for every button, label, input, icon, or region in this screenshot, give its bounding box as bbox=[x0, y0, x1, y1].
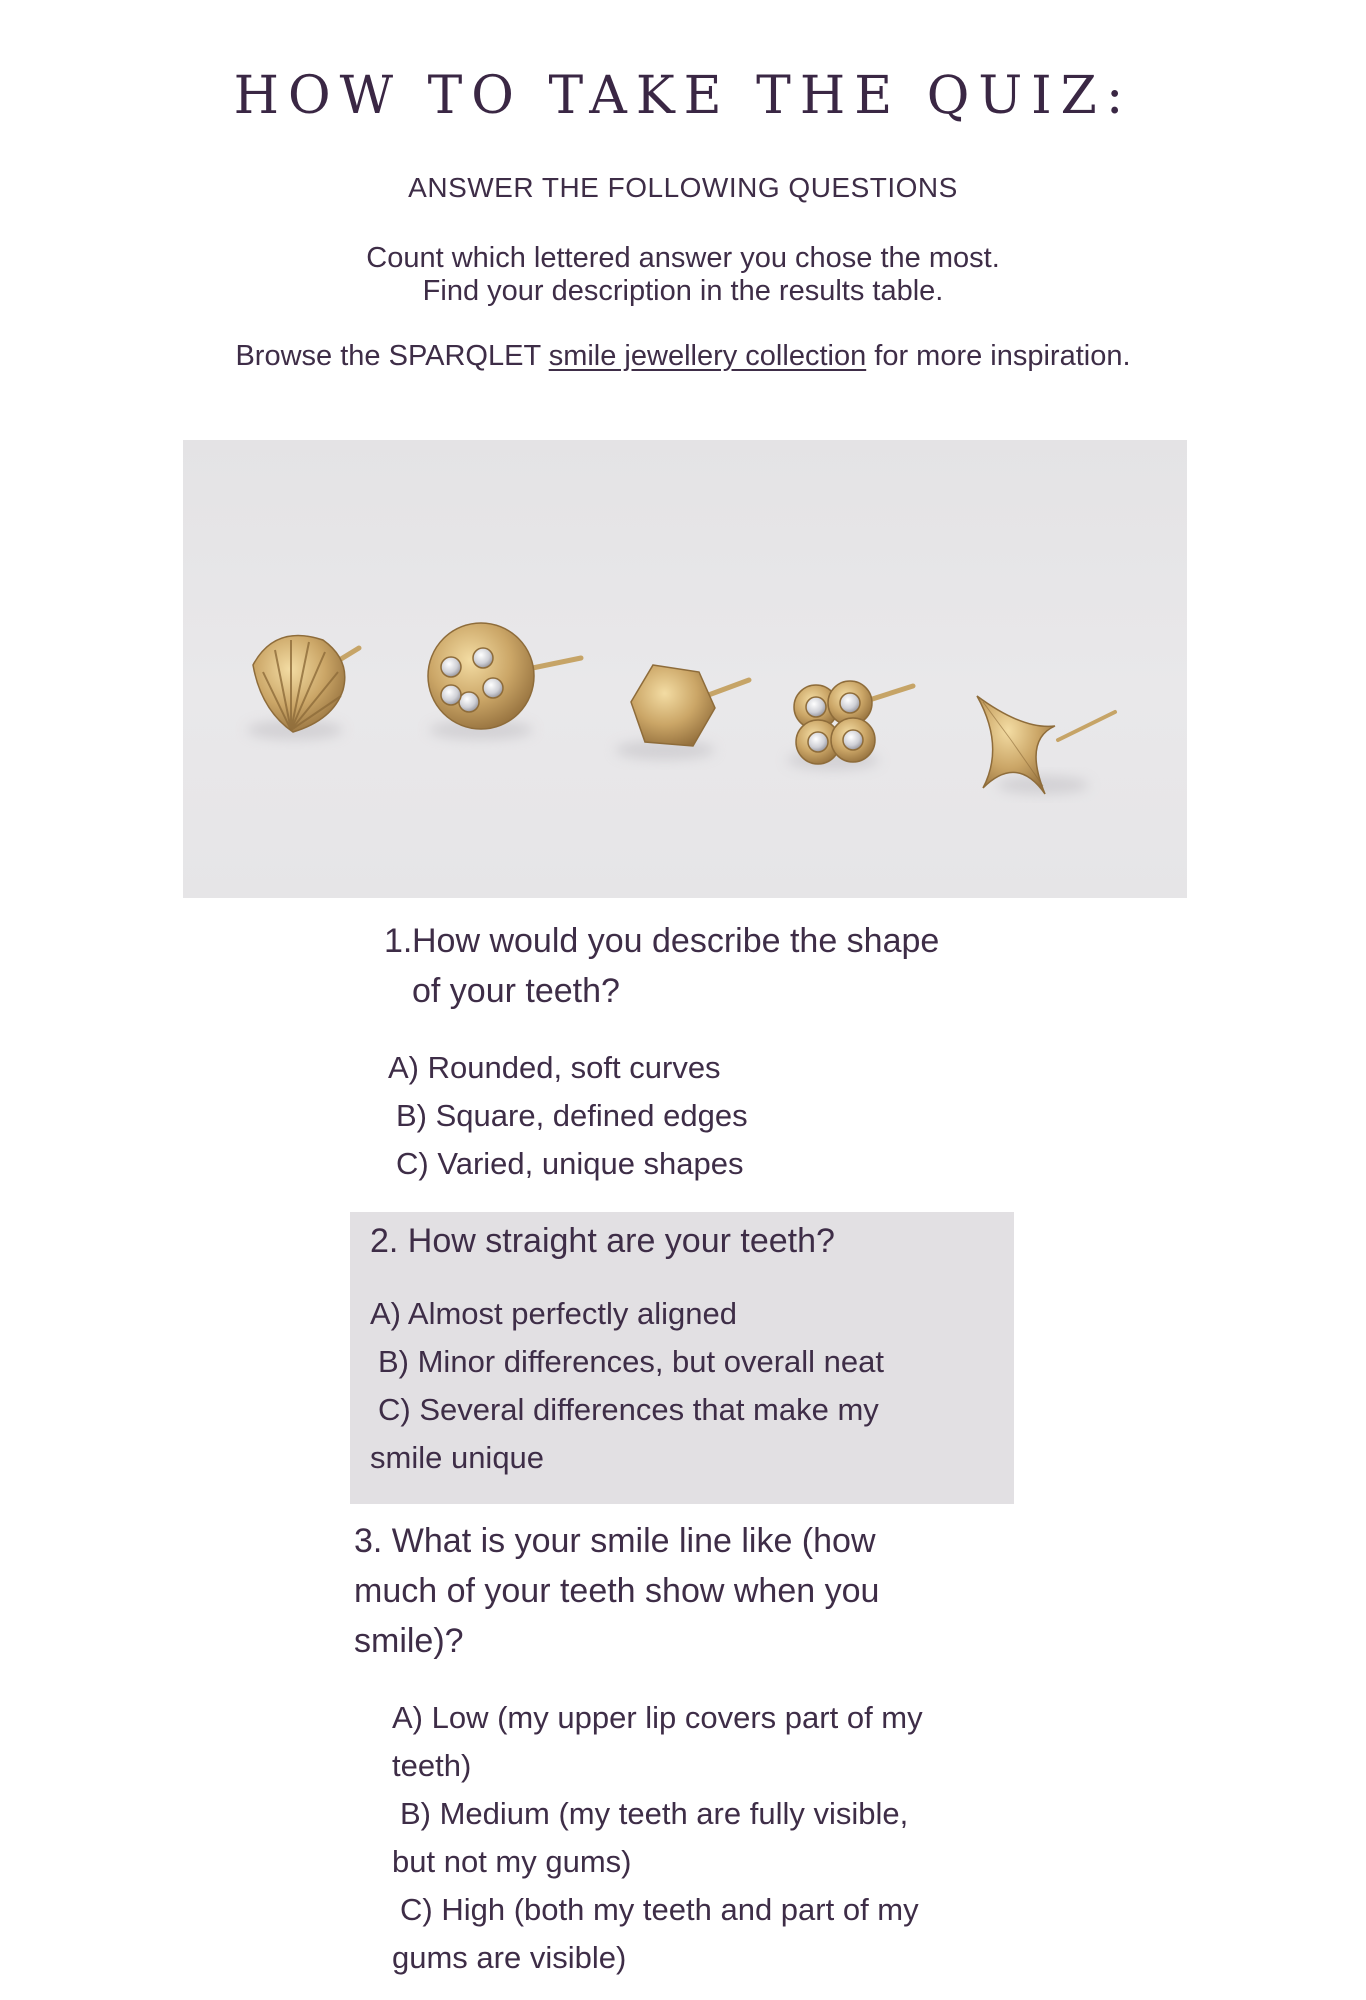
question-3-answer-c-continued: gums are visible) bbox=[392, 1940, 627, 1975]
question-1-answer-a[interactable]: A) Rounded, soft curves bbox=[388, 1050, 721, 1085]
round-gem-earring-icon bbox=[428, 623, 581, 740]
star-earring-icon bbox=[977, 696, 1115, 794]
question-3-text-line-1: 3. What is your smile line like (how bbox=[354, 1522, 876, 1560]
instructions bbox=[0, 242, 1366, 308]
browse-line bbox=[0, 340, 1366, 373]
instruction-line-2: Find your description in the results table. bbox=[422, 275, 944, 307]
question-1-text-line-1: How would you describe the shape bbox=[412, 922, 940, 960]
question-3-answer-a[interactable]: A) Low (my upper lip covers part of my bbox=[392, 1700, 923, 1735]
question-2-answer-c[interactable]: C) Several differences that make my bbox=[378, 1392, 879, 1427]
question-2-answer-a[interactable]: A) Almost perfectly aligned bbox=[370, 1296, 738, 1331]
question-3-answer-b-continued: but not my gums) bbox=[392, 1844, 632, 1879]
subtitle: ANSWER THE FOLLOWING QUESTIONS bbox=[408, 172, 958, 203]
question-3-text-line-3: smile)? bbox=[354, 1622, 464, 1660]
question-1-answer-b[interactable]: B) Square, defined edges bbox=[396, 1098, 748, 1133]
question-3-answer-a-continued: teeth) bbox=[392, 1748, 472, 1783]
question-1-answers bbox=[388, 1044, 1024, 1188]
clover-gem-earring-icon bbox=[787, 681, 913, 770]
question-3-text-line-2: much of your teeth show when you bbox=[354, 1572, 880, 1610]
page-title: HOW TO TAKE THE QUIZ: bbox=[233, 66, 1133, 126]
question-1-answer-c[interactable]: C) Varied, unique shapes bbox=[396, 1146, 744, 1181]
question-3-answer-b[interactable]: B) Medium (my teeth are fully visible, bbox=[400, 1796, 909, 1831]
shell-earring-icon bbox=[247, 636, 359, 740]
instruction-line-1: Count which lettered answer you chose the most. bbox=[366, 242, 1000, 274]
question-2-answers bbox=[370, 1290, 1010, 1482]
question-1-text-line-2: of your teeth? bbox=[412, 972, 620, 1010]
question-3-answer-c[interactable]: C) High (both my teeth and part of my bbox=[400, 1892, 919, 1927]
hexagon-earring-icon bbox=[615, 665, 749, 760]
question-2-answer-b[interactable]: B) Minor differences, but overall neat bbox=[378, 1344, 885, 1379]
browse-prefix: Browse the SPARQLET bbox=[235, 340, 549, 372]
question-1 bbox=[384, 916, 1024, 1188]
question-3 bbox=[354, 1516, 1014, 1982]
browse-suffix: for more inspiration. bbox=[866, 340, 1131, 372]
question-1-number: 1. bbox=[384, 922, 413, 960]
earrings-photo bbox=[183, 440, 1187, 898]
question-2-text: 2. How straight are your teeth? bbox=[370, 1222, 835, 1260]
question-3-answers bbox=[392, 1694, 992, 1982]
smile-jewellery-collection-link[interactable]: smile jewellery collection bbox=[548, 340, 867, 372]
question-2 bbox=[370, 1216, 1010, 1482]
question-2-answer-c-continued: smile unique bbox=[370, 1440, 545, 1475]
